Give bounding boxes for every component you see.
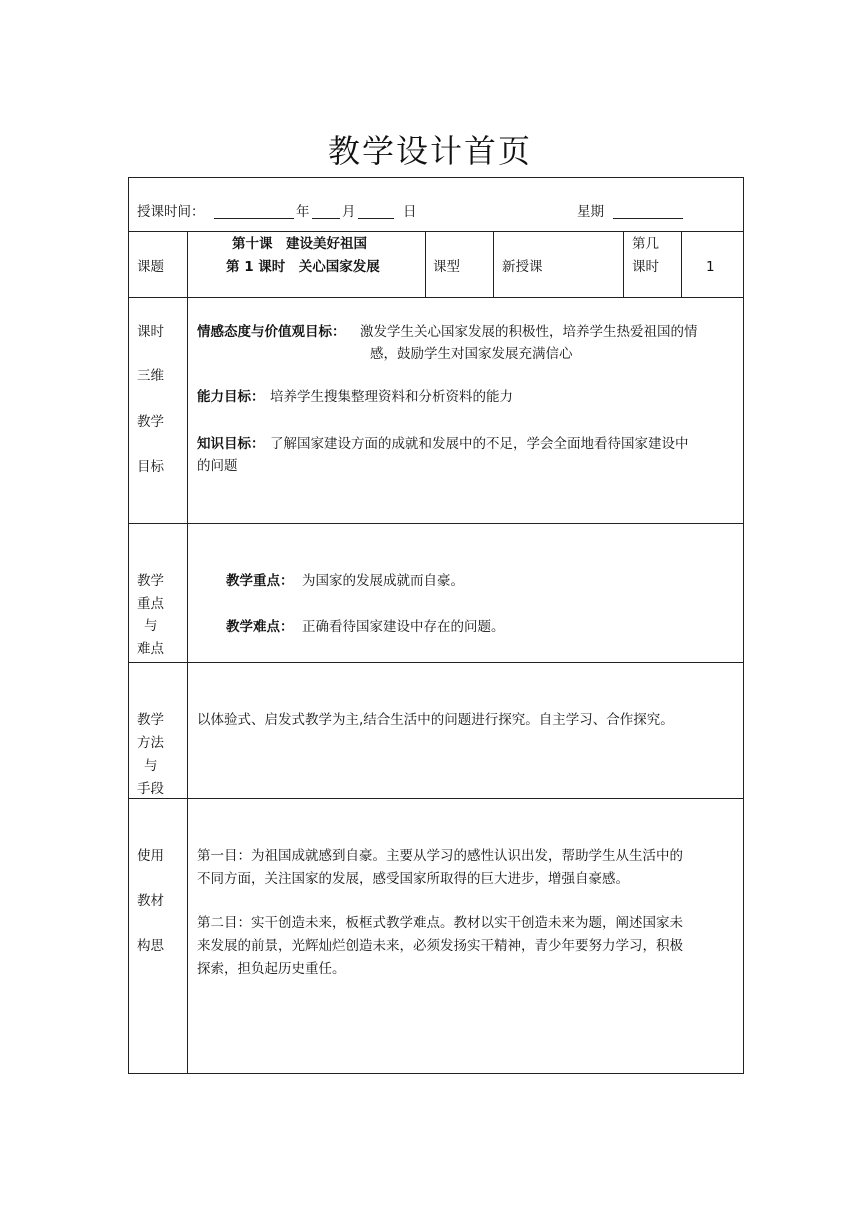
materials-para2-line: 第二目：实干创造未来，板框式教学难点。教材以实干创造未来为题，阐述国家未 [197, 915, 683, 931]
month-blank-underline[interactable] [312, 218, 340, 219]
keypoints-label-line: 与 [144, 618, 158, 634]
materials-label-line: 使用 [137, 848, 164, 864]
weekday-blank-underline[interactable] [613, 218, 683, 219]
methods-label-line: 方法 [137, 735, 164, 751]
row-divider [128, 662, 744, 663]
cell-divider [681, 231, 682, 297]
methods-label-line: 手段 [137, 781, 164, 797]
keypoints-label-line: 教学 [137, 573, 164, 589]
materials-para1-line: 第一目：为祖国成就感到自豪。主要从学习的感性认识出发，帮助学生从生活中的 [197, 848, 683, 864]
knowledge-goal-text-cont: 的问题 [197, 458, 238, 474]
materials-label-line: 教材 [137, 893, 164, 909]
cell-divider [623, 231, 624, 297]
materials-para1-line: 不同方面，关注国家的发展，感受国家所取得的巨大进步，增强自豪感。 [197, 871, 629, 887]
weekday-label: 星期 [577, 204, 604, 220]
goals-label-line: 教学 [137, 414, 164, 430]
ability-goal-text: 培养学生搜集整理资料和分析资料的能力 [270, 389, 513, 405]
knowledge-goal-text: 了解国家建设方面的成就和发展中的不足，学会全面地看待国家建设中 [270, 436, 689, 452]
goals-label-line: 三维 [137, 368, 164, 384]
day-label: 日 [403, 204, 417, 220]
materials-para2-line: 来发展的前景，光辉灿烂创造未来，必须发扬实干精神，青少年要努力学习，积极 [197, 938, 683, 954]
cell-divider [493, 231, 494, 297]
goals-label-line: 目标 [137, 459, 164, 475]
row-divider [128, 231, 744, 232]
lesson-type-value: 新授课 [502, 259, 543, 275]
page-title: 教学设计首页 [327, 132, 532, 170]
key-point-text: 为国家的发展成就而自豪。 [302, 573, 464, 589]
lesson-topic-label: 课题 [137, 259, 164, 275]
keypoints-label-line: 难点 [137, 641, 164, 657]
emotion-goal-text-cont: 感，鼓励学生对国家发展充满信心 [370, 346, 573, 362]
knowledge-goal-title: 知识目标： [197, 436, 265, 452]
month-label: 月 [342, 204, 356, 220]
row-divider [128, 798, 744, 799]
methods-label-line: 与 [144, 758, 158, 774]
label-column-divider [187, 231, 188, 1074]
materials-label-line: 构思 [137, 938, 164, 954]
row-divider [128, 523, 744, 524]
difficult-point-text: 正确看待国家建设中存在的问题。 [302, 619, 505, 635]
period-number-value: 1 [706, 259, 715, 275]
difficult-point-title: 教学难点： [226, 619, 294, 635]
goals-label-line: 课时 [137, 324, 164, 340]
period-number-label-2: 课时 [632, 259, 659, 275]
date-blank-underline[interactable] [214, 218, 294, 219]
lesson-unit-title: 第十课 建设美好祖国 [232, 236, 367, 252]
lesson-type-label: 课型 [433, 259, 460, 275]
ability-goal-title: 能力目标： [197, 389, 265, 405]
emotion-goal-title: 情感态度与价值观目标： [197, 324, 346, 340]
day-blank-underline[interactable] [358, 218, 394, 219]
materials-para2-line: 探索，担负起历史重任。 [197, 961, 346, 977]
emotion-goal-text: 激发学生关心国家发展的积极性，培养学生热爱祖国的情 [360, 324, 698, 340]
cell-divider [425, 231, 426, 297]
key-point-title: 教学重点： [226, 573, 294, 589]
methods-label-line: 教学 [137, 712, 164, 728]
row-divider [128, 297, 744, 298]
methods-text: 以体验式、启发式教学为主,结合生活中的问题进行探究。自主学习、合作探究。 [197, 712, 674, 728]
class-time-label: 授课时间： [137, 204, 205, 220]
lesson-period-title: 第 1 课时 关心国家发展 [226, 259, 380, 275]
keypoints-label-line: 重点 [137, 596, 164, 612]
period-number-label: 第几 [632, 236, 659, 252]
year-label: 年 [296, 204, 310, 220]
